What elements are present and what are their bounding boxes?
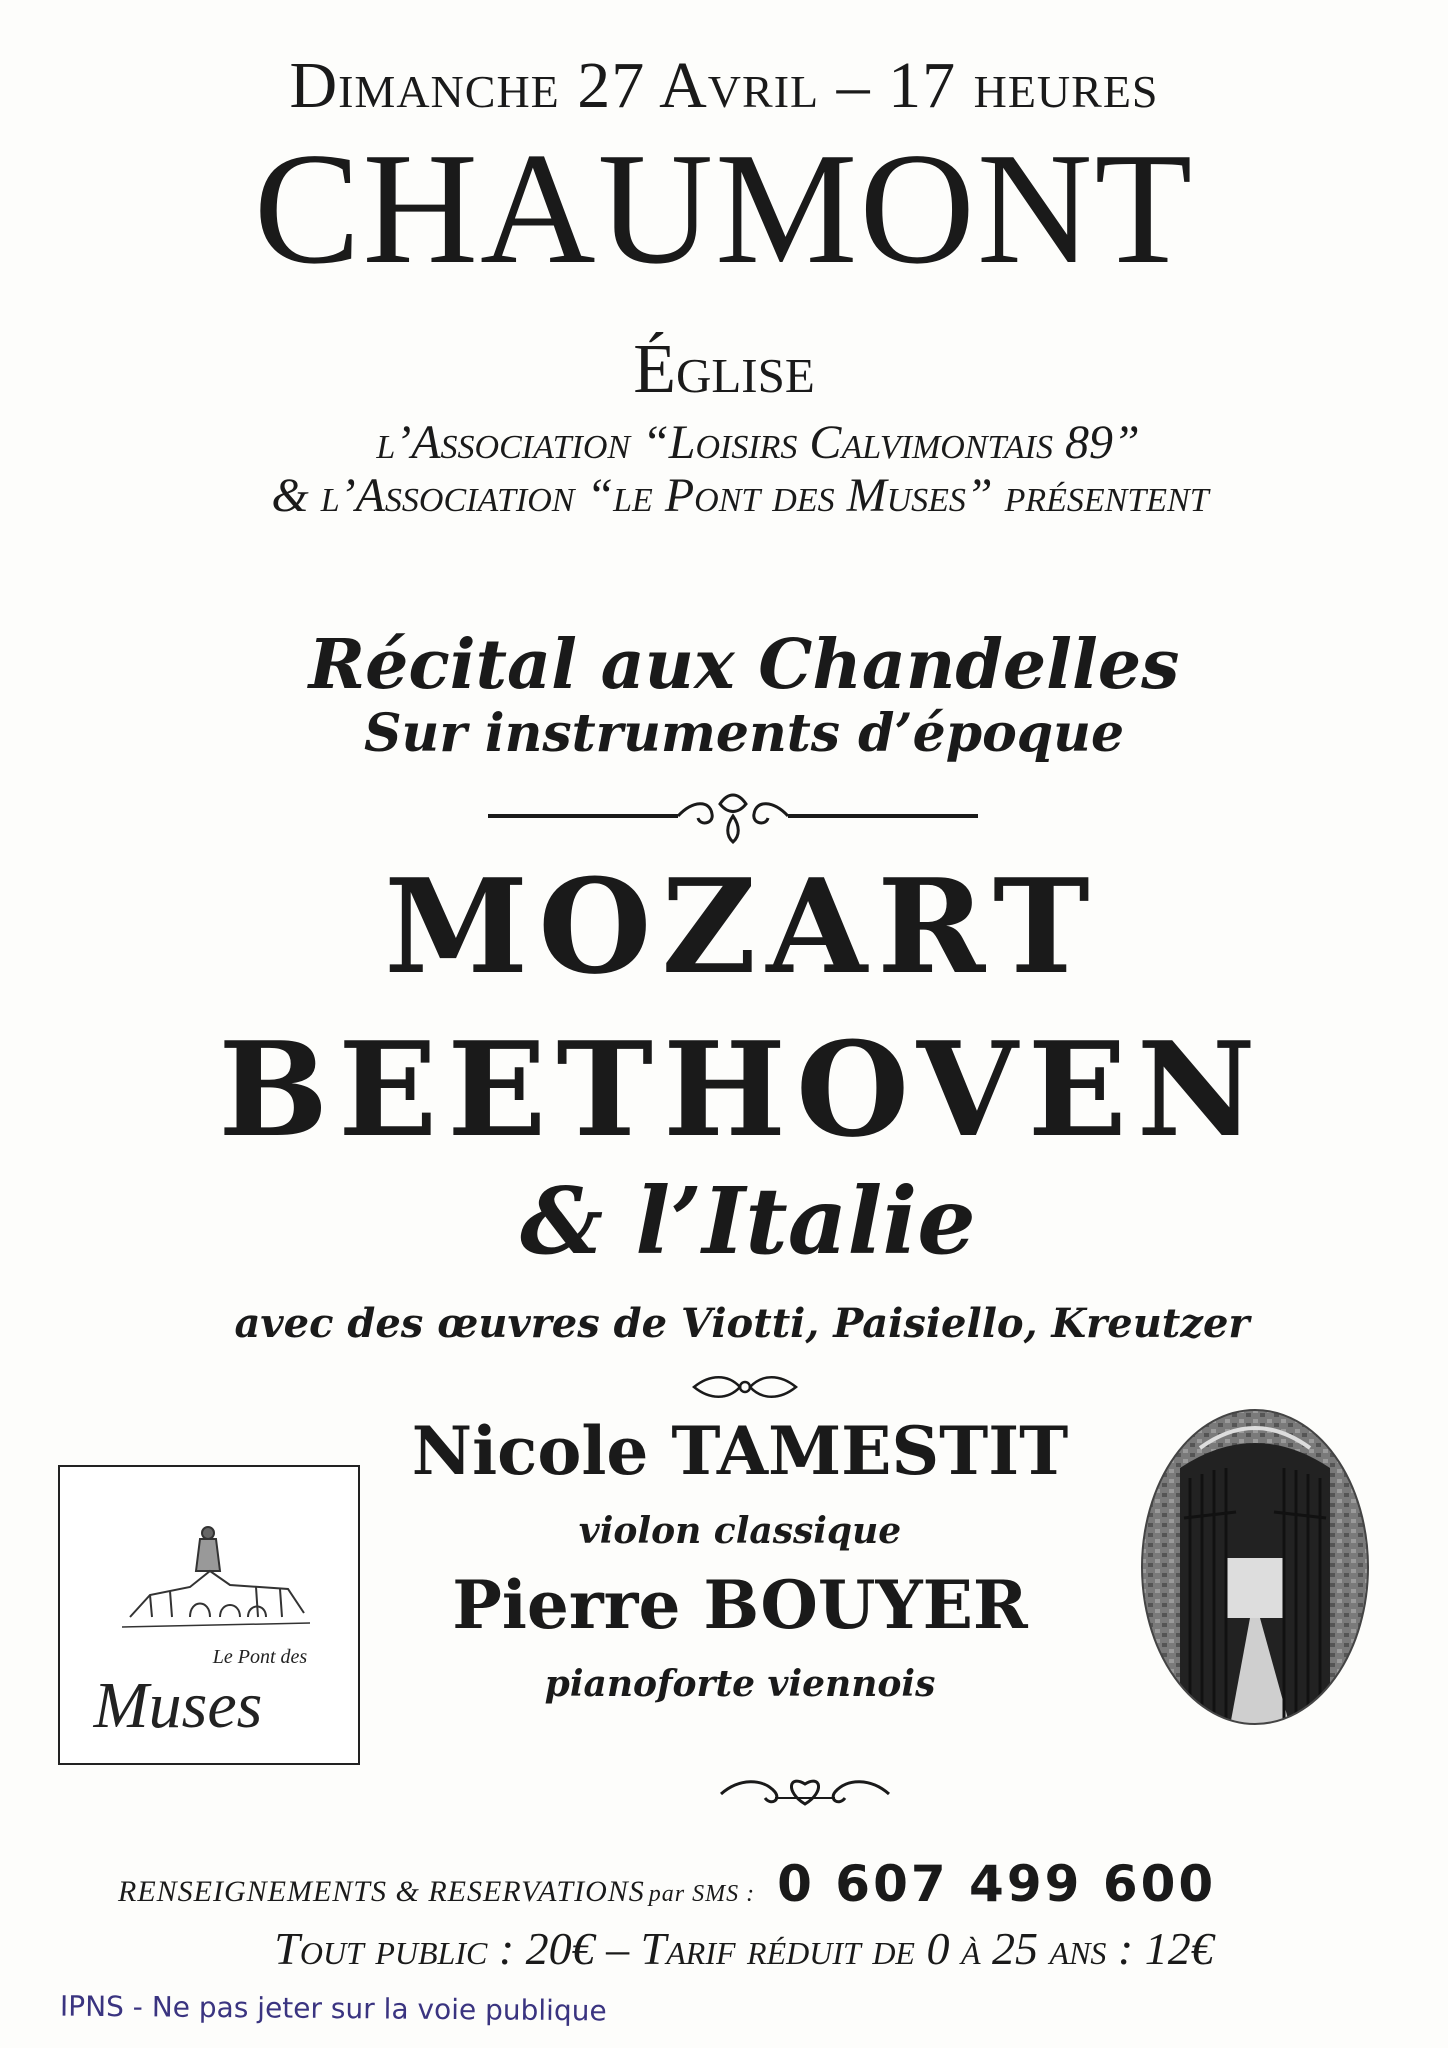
recital-title: Récital aux Chandelles bbox=[308, 625, 1180, 705]
logo-drawing-icon bbox=[60, 1467, 358, 1763]
handwritten-note: IPNS - Ne pas jeter sur la voie publique bbox=[59, 1989, 607, 2028]
and-italy-title: & l’Italie bbox=[520, 1167, 976, 1275]
artist-2-name: Pierre BOUYER bbox=[452, 1566, 1028, 1644]
contact-label: RENSEIGNEMENTS & RESERVATIONS bbox=[118, 1875, 645, 1908]
recital-subtitle: Sur instruments d’époque bbox=[363, 703, 1125, 764]
logo-text-line1: Le Pont des bbox=[212, 1646, 308, 1668]
church-gate-photo bbox=[1140, 1408, 1370, 1726]
pont-des-muses-logo bbox=[58, 1465, 360, 1765]
logo-text-line2: Muses bbox=[93, 1669, 263, 1742]
small-flourish-icon bbox=[690, 1370, 800, 1404]
composer-mozart: MOZART bbox=[384, 850, 1100, 1003]
town-title: CHAUMONT bbox=[253, 119, 1195, 297]
event-date: Dimanche 27 Avril – 17 heures bbox=[289, 49, 1159, 122]
flourish-divider-icon bbox=[488, 790, 978, 850]
composer-beethoven: BEETHOVEN bbox=[218, 1013, 1266, 1166]
phone-number: 0 607 499 600 bbox=[777, 1855, 1217, 1913]
flourish-divider-icon-2 bbox=[715, 1768, 895, 1812]
artist-1-name: Nicole TAMESTIT bbox=[411, 1412, 1069, 1490]
contact-line bbox=[118, 1855, 1378, 1913]
presenters-line-2: & l’Association “le Pont des Muses” présentent bbox=[271, 469, 1209, 522]
artist-2-role: pianoforte viennois bbox=[544, 1663, 936, 1705]
artist-1-role: violon classique bbox=[578, 1510, 902, 1552]
works-line: avec des œuvres de Viotti, Paisiello, Kreutzer bbox=[234, 1300, 1250, 1347]
contact-by: par SMS : bbox=[648, 1881, 756, 1907]
prices-line: Tout public : 20€ – Tarif réduit de 0 à 25 ans : 12€ bbox=[274, 1923, 1214, 1974]
venue-title: Église bbox=[633, 331, 815, 408]
presenters-line-1: l’Association “Loisirs Calvimontais 89” bbox=[376, 416, 1140, 469]
